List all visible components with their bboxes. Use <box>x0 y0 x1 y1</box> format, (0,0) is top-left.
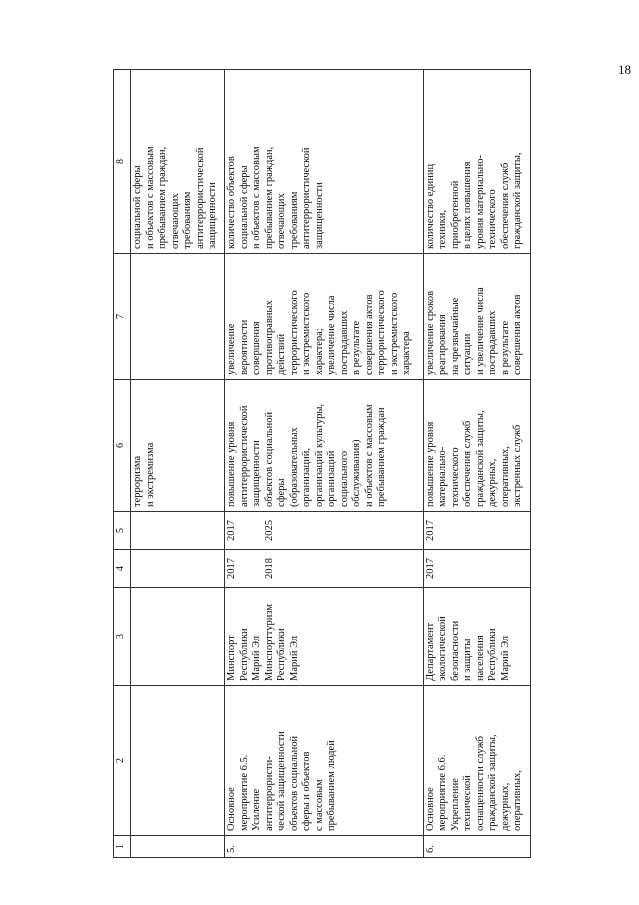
expected-result-cell-line: оперативных, <box>499 446 511 507</box>
expected-result-cell-line: организаций культуры, <box>313 404 325 507</box>
end-year-cell <box>225 512 423 550</box>
executor-cell-line: и защиты <box>462 638 474 681</box>
consequence-cell-line: характера <box>401 331 413 375</box>
table-row <box>225 70 423 858</box>
consequence-cell-line: в результате <box>499 320 511 375</box>
consequence-cell-line: террористического <box>376 290 388 375</box>
header-col-4: 4 <box>114 550 131 588</box>
executor-cell-line: Республики <box>276 628 288 681</box>
expected-result-cell-line: антитеррористической <box>238 405 250 507</box>
executor-cell <box>225 588 423 686</box>
consequence-cell-line: террористического <box>288 290 300 375</box>
consequence-cell-line: и экстремистского <box>388 292 400 375</box>
indicator-cell-line: социальной сферы <box>238 165 250 249</box>
consequence-cell-line: характера; <box>313 328 325 375</box>
event-cell-line: оснащенности служб <box>474 736 486 831</box>
event-cell-line: мероприятие 6.5. <box>238 754 250 831</box>
indicator-cell-line: защищенности <box>207 182 218 249</box>
consequence-cell-line: действий <box>276 333 288 375</box>
executor-cell-line: Минспорт <box>226 635 238 681</box>
indicator-cell-line: защищенности <box>313 182 325 249</box>
consequence-cell-line: совершения актов <box>363 294 375 375</box>
start-year-cell <box>225 550 423 588</box>
executor-cell-line: Марий Эл <box>251 635 263 681</box>
expected-result-cell-line: защищенности <box>251 440 263 507</box>
end-year-cell-line <box>251 516 264 545</box>
indicator-cell-line: пребыванием граждан, <box>263 146 275 249</box>
table-row <box>423 70 530 858</box>
executor-cell-line: Марий Эл <box>288 635 300 681</box>
consequence-cell-line: на чрезвычайные <box>449 297 461 375</box>
event-cell <box>131 686 225 836</box>
indicator-cell-line: и объектов с массовым <box>251 146 263 249</box>
event-cell-line: Основное <box>226 787 238 831</box>
indicator-cell-line: технического <box>487 189 499 249</box>
expected-result-cell-line: экстренных служб <box>512 424 524 507</box>
executor-cell-line: населения <box>474 635 486 681</box>
consequence-cell <box>225 254 423 380</box>
indicator-cell-line: пребыванием граждан, <box>157 146 168 249</box>
expected-result-cell-line: обеспечения служб <box>462 420 474 507</box>
indicator-cell-line: отвечающих <box>169 193 181 249</box>
indicator-cell-line: антитеррористической <box>301 147 313 249</box>
end-year-cell <box>423 512 530 550</box>
expected-result-cell-line: гражданской защиты, <box>474 410 486 507</box>
row-number: 6. <box>423 836 530 858</box>
executor-cell-line: Марий Эл <box>499 635 511 681</box>
event-cell-line: пребыванием людей <box>326 740 338 831</box>
header-row <box>114 70 131 858</box>
indicator-cell-line: уровня материально- <box>474 154 486 249</box>
event-cell-line: технической <box>462 775 474 831</box>
consequence-cell <box>131 254 225 380</box>
consequence-cell-line: вероятности <box>238 319 250 375</box>
start-year-cell-line <box>239 554 252 583</box>
event-cell-line: оперативных, <box>512 770 524 831</box>
consequence-cell-line: увеличение числа <box>326 295 338 375</box>
expected-result-cell <box>423 380 530 512</box>
expected-result-cell-line: и экстремизма <box>144 442 156 507</box>
executor-cell-line: Минспорттуризм <box>263 603 275 681</box>
indicator-cell-line: гражданской защиты, <box>512 152 524 249</box>
indicator-cell-line: антитеррористической <box>194 147 206 249</box>
start-year-cell <box>131 550 225 588</box>
executor-cell-line: безопасности <box>449 620 461 681</box>
consequence-cell-line: пострадавших <box>338 310 350 375</box>
expected-result-cell <box>225 380 423 512</box>
indicator-cell <box>131 70 225 254</box>
executor-cell <box>131 588 225 686</box>
start-year-cell-line <box>251 554 264 583</box>
header-col-1: 1 <box>114 836 131 858</box>
expected-result-cell <box>131 380 225 512</box>
header-col-5: 5 <box>114 512 131 550</box>
end-year-cell-line <box>239 516 252 545</box>
consequence-cell-line: и экстремистского <box>301 292 313 375</box>
event-cell-line: ческой защищенности <box>276 731 288 831</box>
expected-result-cell-line: социального <box>338 450 350 507</box>
consequence-cell-line: и увеличение числа <box>474 287 486 375</box>
row-number <box>131 836 225 858</box>
consequence-cell-line: увеличение <box>226 323 238 375</box>
expected-result-cell-line: объектов социальной <box>263 411 275 507</box>
executor-cell-line: Республики <box>238 628 250 681</box>
start-year-cell-line: 2017 <box>424 558 436 579</box>
expected-result-cell-line: терроризма <box>132 455 143 507</box>
indicator-cell-line: отвечающих <box>276 193 288 249</box>
end-year-cell <box>131 512 225 550</box>
consequence-cell-line: реагирования <box>437 314 449 375</box>
indicator-cell-line: техники, <box>437 210 449 249</box>
indicator-cell-line: и объектов с массовым <box>144 146 156 249</box>
event-cell-line: антитеррористи- <box>263 756 275 831</box>
consequence-cell-line: пострадавших <box>487 310 499 375</box>
event-cell-line: Основное <box>424 787 436 831</box>
expected-result-cell-line: повышение уровня <box>226 421 238 507</box>
page-number: 18 <box>618 62 631 77</box>
indicator-cell-line: количество объектов <box>226 156 238 249</box>
program-table <box>113 69 531 858</box>
header-col-6: 6 <box>114 380 131 512</box>
executor-cell-line: экологической <box>437 616 449 681</box>
indicator-cell <box>225 70 423 254</box>
expected-result-cell-line: обслуживания) <box>351 439 363 507</box>
event-cell-line: мероприятие 6.6. <box>437 754 449 831</box>
event-cell <box>225 686 423 836</box>
table-row <box>131 70 225 858</box>
expected-result-cell-line: повышение уровня <box>424 421 436 507</box>
event-cell-line: дежурных, <box>499 782 511 831</box>
indicator-cell-line: в целях повышения <box>462 161 474 249</box>
event-cell-line: Усиление <box>251 788 263 831</box>
expected-result-cell-line: материально- <box>437 446 449 507</box>
indicator-cell-line: социальной сферы <box>132 165 143 249</box>
indicator-cell-line: приобретенной <box>449 180 461 249</box>
event-cell-line: Укрепление <box>449 778 461 831</box>
expected-result-cell-line: организаций, <box>301 448 313 507</box>
expected-result-cell-line: и объектов с массовым <box>363 404 375 507</box>
start-year-cell-line: 2018 <box>263 558 275 579</box>
start-year-cell <box>423 550 530 588</box>
event-cell <box>423 686 530 836</box>
header-col-2: 2 <box>114 686 131 836</box>
end-year-cell-line: 2017 <box>226 520 238 541</box>
end-year-cell-line: 2025 <box>263 520 275 541</box>
indicator-cell-line: количество единиц <box>424 163 436 249</box>
indicator-cell-line: обеспечения служб <box>499 162 511 249</box>
row-number: 5. <box>225 836 423 858</box>
indicator-cell-line: требованиям <box>182 191 193 249</box>
expected-result-cell-line: технического <box>449 447 461 507</box>
consequence-cell-line: увеличение сроков <box>424 290 436 375</box>
event-cell-line: объектов социальной <box>288 735 300 831</box>
header-col-7: 7 <box>114 254 131 380</box>
event-cell-line: с массовым <box>313 779 325 831</box>
indicator-cell <box>423 70 530 254</box>
executor-cell-line: Республики <box>487 628 499 681</box>
event-cell-line: гражданской защиты, <box>487 734 499 831</box>
consequence-cell-line: в результате <box>351 320 363 375</box>
expected-result-cell-line: сферы <box>276 478 288 507</box>
expected-result-cell-line: (образовательных <box>288 427 300 507</box>
header-col-8: 8 <box>114 70 131 254</box>
consequence-cell-line: совершения <box>251 321 263 375</box>
rotated-table-wrapper <box>113 70 531 858</box>
consequence-cell-line: ситуации <box>462 333 474 375</box>
expected-result-cell-line: организаций <box>326 450 338 507</box>
consequence-cell-line: совершения актов <box>512 294 524 375</box>
event-cell-line: сферы и объектов <box>301 751 313 831</box>
start-year-cell-line: 2017 <box>226 558 238 579</box>
header-col-3: 3 <box>114 588 131 686</box>
expected-result-cell-line: дежурных, <box>487 458 499 507</box>
executor-cell <box>423 588 530 686</box>
executor-cell-line: Департамент <box>424 622 436 681</box>
expected-result-cell-line: пребыванием граждан <box>376 407 388 507</box>
consequence-cell <box>423 254 530 380</box>
indicator-cell-line: требованиям <box>288 191 300 249</box>
end-year-cell-line: 2017 <box>424 520 436 541</box>
consequence-cell-line: противоправных <box>263 300 275 375</box>
